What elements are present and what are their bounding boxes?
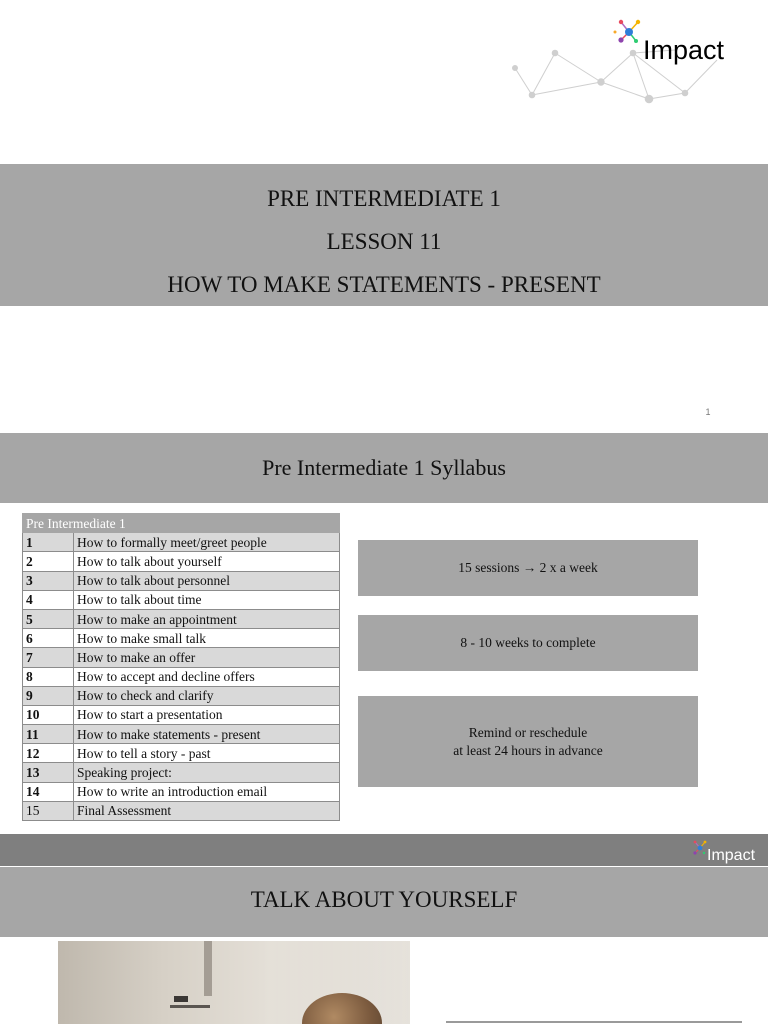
table-row — [23, 725, 340, 744]
table-row — [23, 648, 340, 667]
lesson-topic: How to make small talk — [74, 629, 340, 648]
lesson-topic: Final Assessment — [74, 801, 340, 820]
lesson-number: 7 — [23, 648, 74, 667]
lesson-number: 11 — [23, 725, 74, 744]
content-box-top-edge — [446, 1021, 742, 1023]
syllabus-title-band — [0, 433, 768, 503]
lesson-number-heading: LESSON 11 — [326, 229, 442, 254]
photo-pipe — [204, 941, 212, 996]
lesson-number: 4 — [23, 590, 74, 609]
lesson-number: 6 — [23, 629, 74, 648]
table-row — [23, 609, 340, 628]
syllabus-table — [22, 513, 340, 821]
table-header-row — [23, 514, 340, 533]
lesson-topic: How to tell a story - past — [74, 744, 340, 763]
lesson-topic: How to talk about yourself — [74, 552, 340, 571]
lesson-number: 10 — [23, 705, 74, 724]
table-row — [23, 629, 340, 648]
reschedule-info-line-1: Remind or reschedule — [468, 724, 588, 740]
logo-wordmark: Impact — [707, 847, 756, 864]
table-row — [23, 552, 340, 571]
reschedule-info-line-2: at least 24 hours in advance — [453, 742, 603, 758]
table-row — [23, 533, 340, 552]
table-row — [23, 571, 340, 590]
lesson-topic: How to start a presentation — [74, 705, 340, 724]
lesson-topic: Speaking project: — [74, 763, 340, 782]
course-level-heading: PRE INTERMEDIATE 1 — [267, 186, 501, 211]
table-row — [23, 590, 340, 609]
lesson-number: 2 — [23, 552, 74, 571]
sessions-info-box — [358, 540, 698, 596]
lesson-topic: How to write an introduction email — [74, 782, 340, 801]
lesson-number: 5 — [23, 609, 74, 628]
lesson-topic: How to check and clarify — [74, 686, 340, 705]
table-row — [23, 744, 340, 763]
lesson-topic: How to make statements - present — [74, 725, 340, 744]
duration-info-box — [358, 615, 698, 671]
impact-logo-small — [690, 838, 764, 864]
table-row — [23, 801, 340, 820]
slide-title: TALK ABOUT YOURSELF — [250, 887, 518, 912]
table-row — [23, 686, 340, 705]
lesson-number: 8 — [23, 667, 74, 686]
title-slide-band — [0, 164, 768, 306]
talk-about-yourself-band — [0, 867, 768, 937]
syllabus-title: Pre Intermediate 1 Syllabus — [262, 455, 506, 480]
table-row — [23, 667, 340, 686]
lesson-number: 12 — [23, 744, 74, 763]
impact-logo — [505, 10, 745, 110]
reschedule-info-box — [358, 696, 698, 787]
photo-shelf — [170, 1005, 210, 1008]
lesson-number: 15 — [23, 801, 74, 820]
lesson-number: 9 — [23, 686, 74, 705]
table-row — [23, 705, 340, 724]
table-row — [23, 782, 340, 801]
lesson-topic: How to accept and decline offers — [74, 667, 340, 686]
lesson-number: 3 — [23, 571, 74, 590]
lesson-topic: How to talk about time — [74, 590, 340, 609]
lesson-topic: How to make an offer — [74, 648, 340, 667]
duration-info-text: 8 - 10 weeks to complete — [460, 635, 596, 650]
table-row — [23, 763, 340, 782]
lesson-number: 1 — [23, 533, 74, 552]
lesson-topic: How to talk about personnel — [74, 571, 340, 590]
woman-at-desk-photo — [58, 941, 410, 1024]
lesson-topic-heading: HOW TO MAKE STATEMENTS - PRESENT — [167, 272, 601, 297]
lesson-number: 13 — [23, 763, 74, 782]
lesson-topic: How to formally meet/greet people — [74, 533, 340, 552]
lesson-number: 14 — [23, 782, 74, 801]
sessions-info-text: 15 sessions → 2 x a week — [458, 560, 598, 575]
lesson-topic: How to make an appointment — [74, 609, 340, 628]
slide-footer-bar — [0, 834, 768, 866]
photo-object — [174, 996, 188, 1002]
logo-wordmark: Impact — [643, 35, 725, 65]
impact-logo-mark — [614, 20, 641, 43]
impact-logo-mark — [693, 841, 706, 855]
page-number: 1 — [705, 407, 711, 417]
table-header: Pre Intermediate 1 — [23, 514, 340, 533]
